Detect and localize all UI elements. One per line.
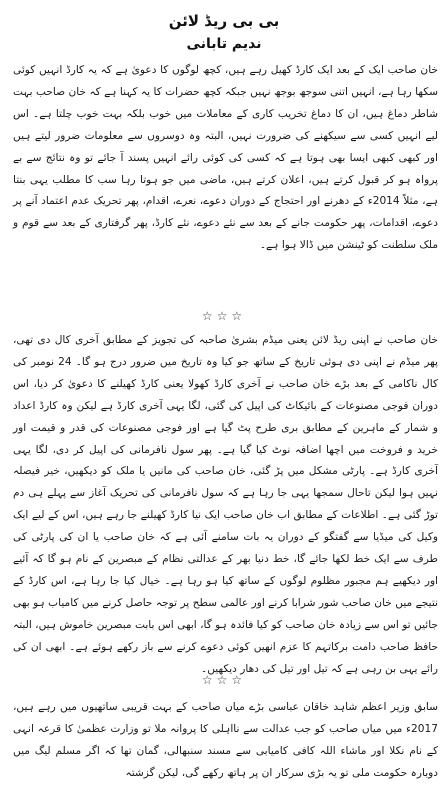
paragraph-3: سابق وزیر اعظم شاہد خاقان عباسی بڑے میاں صاحب کے بہت قریبی ساتھیوں میں رہے ہیں، 2017ء میں میاں صاحب کو جب عدالت سے نااہلی کا پروانہ ملا تو وزارت عظمیٰ کا قرعہ انہی کے نام نکلا اور ماشاء اللہ کافی کامیابی سے مسند سنبھالی، گمان تھا کہ اگر مسلم لیگ میں دوبارہ حکومت ملی تو یہ بڑی سرکار ان پر ہاتھ رکھے گی، لیکن گزشتہ xyxy=(13,701,438,779)
paragraph-2: خان صاحب نے اپنی ریڈ لائن یعنی میڈم بشریٰ صاحبہ کی تجویز کے مطابق آخری کال دی تھی، پھر میڈم نے اپنی دی ہوئی تاریخ کے ساتھ جو کیا وہ تاریخ میں ضرور درج ہو گا۔ 24 نومبر کی کال ناکامی کے بعد بڑے خان صاحب نے آخری کارڈ کھولا یعنی کارڈ کھیلنے کا دعویٰ کر دیا، اس دوران فوجی مصنوعات کے بائیکاٹ کی اپیل کی گئی، لگا یہی آخری کارڈ ہے لیکن وہ کارڈ اعداد و شمار کے ماہرین کے مطابق بری طرح پٹ گیا ہے اور فوجی مصنوعات کی قدر و قیمت اور خرید و فروخت میں اچھا اضافہ نوٹ کیا گیا ہے۔ پھر سول نافرمانی کی اپیل کر دی، لگا یہی آخری کارڈ ہے۔ پارٹی مشکل میں پڑ گئی، خان صاحب کی مانیں یا ملک کو دیکھیں، خیر فیصلہ نہیں ہوا لیکن تاحال سمجھا یہی جا رہا ہے کہ سول نافرمانی کی تحریک آغاز سے پہلے ہی دم توڑ گئی ہے۔ اطلاعات کے مطابق اب خان صاحب ایک نیا کارڈ کھیلنے جا رہے ہیں، اس کے لیے ایک وکیل کی میڈیا سے گفتگو کے دوران یہ بات سامنے آئی ہے کہ خان صاحب یا ان کی پارٹی کی طرف سے ایک خط لکھا جائے گا، خط دنیا بھر کے عدالتی نظام کے مبصرین کے نام ہو گا کہ آئیے اور دیکھیے ہم مجبور مظلوم لوگوں کے ساتھ کیا ہو رہا ہے۔ خیال کیا جا رہا ہے، اس کارڈ کے نتیجے میں خان صاحب شور شرابا کرنے اور عالمی سطح پر توجہ حاصل کرنے میں کامیاب ہو بھی جائیں تو اس سے زیادہ خان صاحب کو کیا فائدہ ہو گا، ابھی اس بابت مبصرین خاموش ہیں، البتہ حافظ صاحب دامت برکاتہم کا عزم انھیں کوئی دعوے کرنے سے باز رکھے ہوئے ہے۔ ابھی ان کی رائے یہی بن رہی ہے کہ تیل اور تیل کی دھار دیکھیں۔ xyxy=(13,334,438,675)
paragraph-1: خان صاحب ایک کے بعد ایک کارڈ کھیل رہے ہیں، کچھ لوگوں کا دعویٰ ہے کہ یہ کارڈ انہیں کوئی سکھا رہا ہے، انہیں اتنی سوجھ بوجھ نہیں جبکہ کچھ حضرات کا یہ کہنا ہے کہ خان صاحب بہت شاطر دماغ ہیں، ان کا دماغ تخریب کاری کے معاملات میں خوب بلکہ بہت خوب چلتا ہے۔ اس لیے انہیں کسی سے سیکھنے کی ضرورت نہیں، البتہ وہ دوسروں سے معلومات ضرور لیتے ہیں اور کبھی کبھی ایسا بھی ہوتا ہے کہ کسی کی کوئی رائے انہیں پسند آ جائے تو وہ نتائج سے بے پرواہ ہو کر قبول کرتے ہیں، اعلان کرتے ہیں، ماضی میں جو ہوتا رہا سب کا مطلب یہی بنتا ہے، مثلاً 2014ء کے دھرنے اور احتجاج کے دوران دعوے، نعرے، اقدام، پھر تحریک عدم اعتماد آنے پر دعوے، اقدامات، پھر حکومت جانے کے بعد سے نئے دعوے، نئے کارڈ، پھر گرفتاری کے بعد سے قوم و ملک سلطنت کو ٹینشن میں ڈالا ہوا ہے۔ xyxy=(13,64,438,252)
section-separator: ☆☆☆ xyxy=(201,309,247,323)
article-title: بی بی ریڈ لائن xyxy=(168,12,280,30)
section-separator: ☆☆☆ xyxy=(201,673,247,687)
author-name: ندیم تابانی xyxy=(186,36,262,52)
